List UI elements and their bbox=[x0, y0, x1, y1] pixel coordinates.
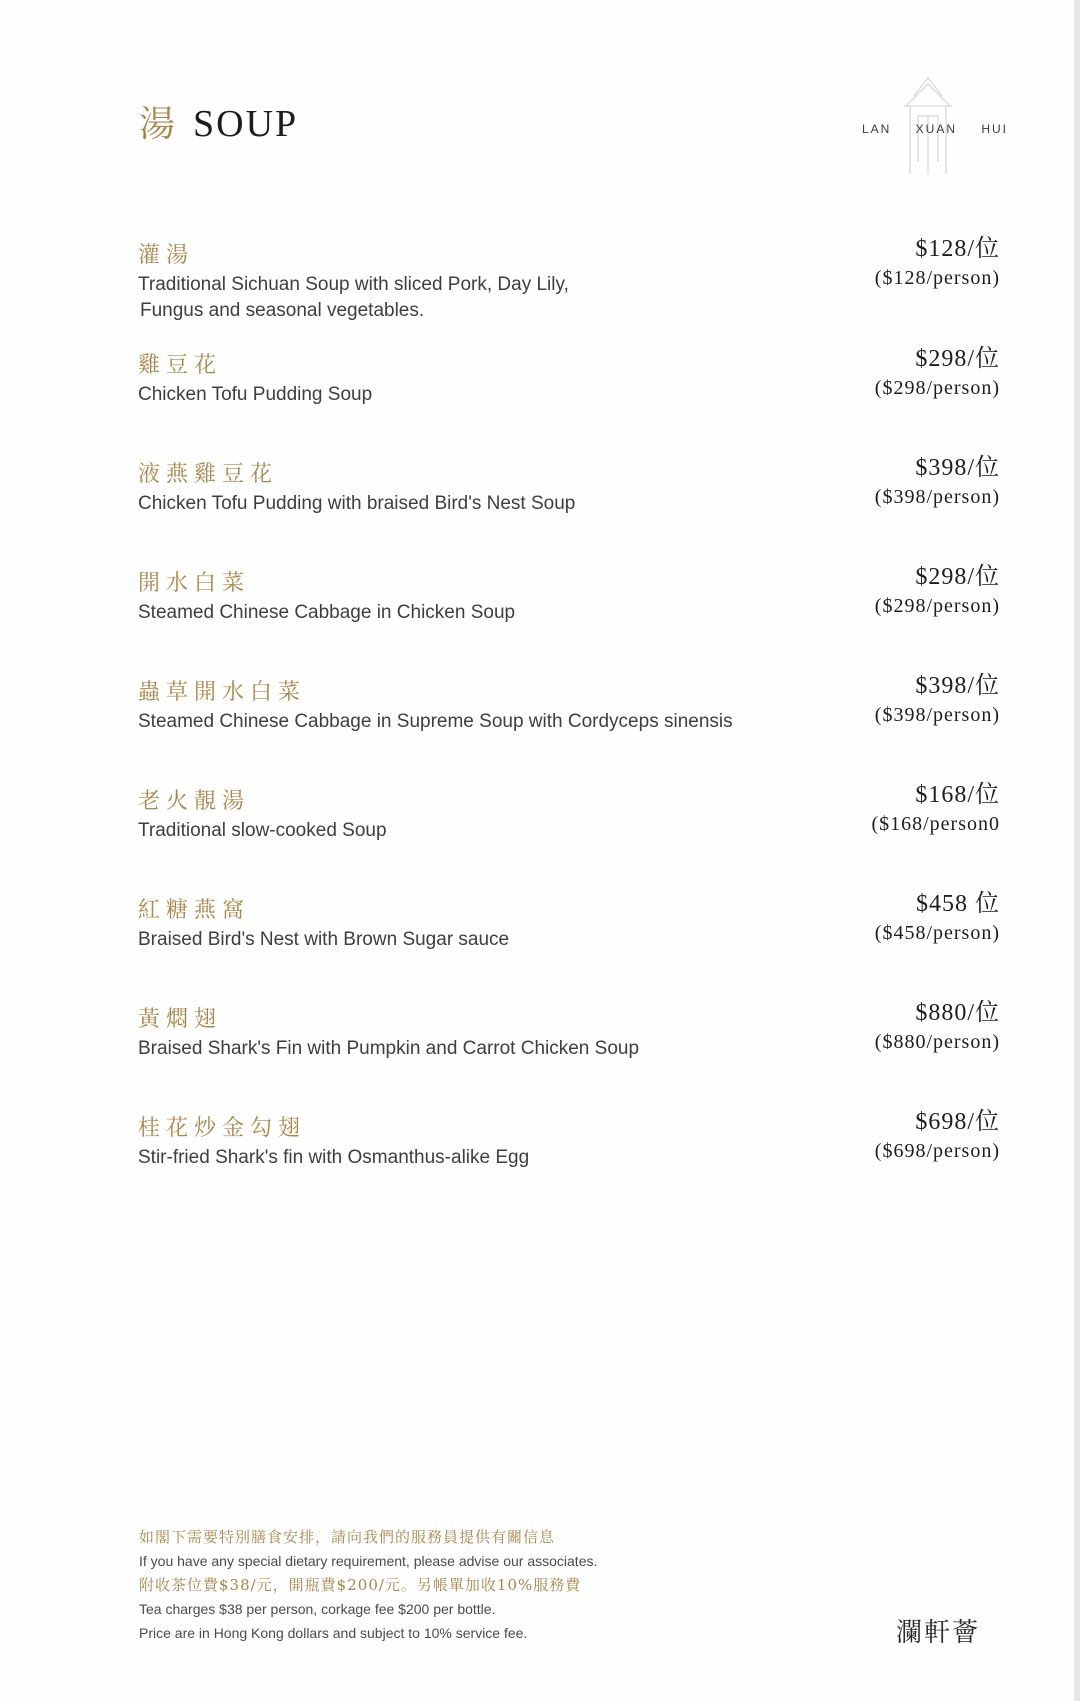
brand-logo bbox=[858, 76, 1008, 184]
footer-dietary-zh: 如閣下需要特別膳食安排，請向我們的服務員提供有關信息 bbox=[139, 1528, 556, 1546]
price-per-seat: $458 位 bbox=[916, 891, 1000, 917]
item-description: Chicken Tofu Pudding with braised Bird's Nest Soup bbox=[138, 493, 576, 514]
menu-item bbox=[138, 457, 1000, 547]
footer-dietary-en: If you have any special dietary requirement, please advise our associates. bbox=[139, 1553, 598, 1569]
footer-charges-zh: 附收茶位費$38/元，開瓶費$200/元。另帳單加收10%服務費 bbox=[139, 1576, 582, 1594]
item-description-line: Traditional Sichuan Soup with sliced Pork, Day Lily, bbox=[138, 274, 569, 295]
price-per-seat: $398/位 bbox=[915, 455, 1000, 481]
price-per-person: ($880/person) bbox=[874, 1031, 1000, 1053]
price-per-seat: $128/位 bbox=[915, 236, 1000, 262]
menu-item bbox=[138, 893, 1000, 983]
item-price bbox=[875, 562, 1000, 620]
price-per-person: ($168/person0 bbox=[871, 813, 1000, 835]
price-per-person: ($698/person) bbox=[874, 1140, 1000, 1162]
item-price bbox=[875, 889, 1000, 947]
menu-item bbox=[138, 784, 1000, 874]
item-description: Braised Shark's Fin with Pumpkin and Carrot Chicken Soup bbox=[138, 1038, 640, 1059]
price-per-seat: $880/位 bbox=[915, 1000, 1000, 1026]
item-price bbox=[875, 234, 1000, 292]
price-per-seat: $698/位 bbox=[915, 1109, 1000, 1135]
price-per-seat: $168/位 bbox=[915, 782, 1000, 808]
menu-item bbox=[138, 1002, 1000, 1092]
price-per-seat: $298/位 bbox=[915, 564, 1000, 590]
item-name-chinese: 桂花炒金勾翅 bbox=[138, 1116, 307, 1141]
item-description: Chicken Tofu Pudding Soup bbox=[138, 384, 373, 405]
item-price bbox=[875, 344, 1000, 402]
item-description: Steamed Chinese Cabbage in Supreme Soup with Cordyceps sinensis bbox=[138, 711, 733, 732]
item-price bbox=[875, 671, 1000, 729]
item-description-line-2: Fungus and seasonal vegetables. bbox=[140, 300, 425, 321]
menu-item bbox=[138, 675, 1000, 765]
footer-notes bbox=[139, 1525, 859, 1645]
item-name-chinese: 紅糖燕窩 bbox=[138, 898, 251, 923]
item-name-chinese: 雞豆花 bbox=[138, 353, 223, 378]
price-per-person: ($298/person) bbox=[874, 595, 1000, 617]
page-edge bbox=[1074, 0, 1080, 1701]
item-description: Braised Bird's Nest with Brown Sugar sauce bbox=[138, 929, 510, 950]
item-price bbox=[875, 1107, 1000, 1165]
item-name-chinese: 蟲草開水白菜 bbox=[138, 680, 307, 705]
item-name-chinese: 開水白菜 bbox=[138, 571, 251, 596]
item-price bbox=[871, 780, 1000, 838]
item-name-chinese: 灌湯 bbox=[138, 243, 195, 268]
brand-wordmark bbox=[862, 122, 1008, 136]
price-per-person: ($128/person) bbox=[874, 267, 1000, 289]
title-english: SOUP bbox=[193, 103, 299, 145]
footer-currency-note: Price are in Hong Kong dollars and subject to 10% service fee. bbox=[139, 1625, 528, 1641]
item-name-chinese: 黃燜翅 bbox=[138, 1007, 223, 1032]
menu-item bbox=[138, 238, 1000, 328]
brand-word-xuan: XUAN bbox=[915, 122, 957, 136]
menu-item bbox=[138, 566, 1000, 656]
menu-item bbox=[138, 348, 1000, 438]
price-per-person: ($298/person) bbox=[874, 377, 1000, 399]
footer-charges-en: Tea charges $38 per person, corkage fee $200 per bottle. bbox=[139, 1601, 496, 1617]
price-per-person: ($398/person) bbox=[874, 704, 1000, 726]
brand-word-hui: HUI bbox=[981, 122, 1008, 136]
price-per-seat: $298/位 bbox=[915, 346, 1000, 372]
price-per-seat: $398/位 bbox=[915, 673, 1000, 699]
item-description: Stir-fried Shark's fin with Osmanthus-alike Egg bbox=[138, 1147, 530, 1168]
title-chinese: 湯 bbox=[139, 104, 176, 145]
item-description bbox=[138, 272, 778, 324]
item-description: Steamed Chinese Cabbage in Chicken Soup bbox=[138, 602, 516, 623]
brand-word-lan: LAN bbox=[862, 122, 892, 136]
price-per-person: ($398/person) bbox=[874, 486, 1000, 508]
item-price bbox=[875, 998, 1000, 1056]
item-name-chinese: 液燕雞豆花 bbox=[138, 462, 279, 487]
menu-item bbox=[138, 1111, 1000, 1201]
item-name-chinese: 老火靚湯 bbox=[138, 789, 251, 814]
restaurant-signature: 瀾軒薈 bbox=[896, 1618, 981, 1648]
price-per-person: ($458/person) bbox=[874, 922, 1000, 944]
page-title bbox=[139, 96, 298, 147]
item-price bbox=[875, 453, 1000, 511]
item-description: Traditional slow-cooked Soup bbox=[138, 820, 387, 841]
